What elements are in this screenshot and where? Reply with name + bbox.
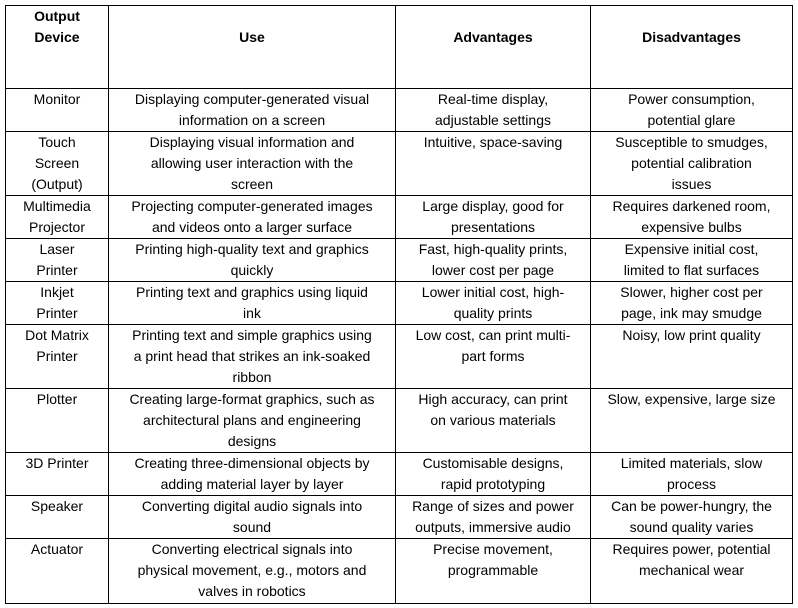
table-row [6, 496, 793, 539]
table-row [6, 239, 793, 282]
table-row [6, 389, 793, 453]
cell-advantages: Real-time display, adjustable settings [396, 89, 591, 132]
header-output-device: Output Device [6, 6, 109, 89]
header-row [6, 6, 793, 89]
header-use: Use [109, 6, 396, 89]
table-row [6, 89, 793, 132]
cell-use: Converting electrical signals into physical movement, e.g., motors and valves in robotics [109, 539, 396, 604]
cell-use: Creating three-dimensional objects by adding material layer by layer [109, 453, 396, 496]
cell-advantages: Range of sizes and power outputs, immersive audio [396, 496, 591, 539]
cell-disadvantages: Requires power, potential mechanical wear [591, 539, 793, 604]
cell-disadvantages: Noisy, low print quality [591, 325, 793, 389]
cell-advantages: Low cost, can print multi- part forms [396, 325, 591, 389]
cell-advantages: Large display, good for presentations [396, 196, 591, 239]
header-disadvantages: Disadvantages [591, 6, 793, 89]
table-row [6, 539, 793, 604]
cell-advantages: Fast, high-quality prints, lower cost per page [396, 239, 591, 282]
table-row [6, 196, 793, 239]
header-advantages: Advantages [396, 6, 591, 89]
cell-device: Actuator [6, 539, 109, 604]
table-row [6, 325, 793, 389]
table-row [6, 282, 793, 325]
cell-device: Speaker [6, 496, 109, 539]
cell-use: Printing high-quality text and graphics quickly [109, 239, 396, 282]
cell-disadvantages: Limited materials, slow process [591, 453, 793, 496]
cell-device: Monitor [6, 89, 109, 132]
table-row [6, 132, 793, 196]
cell-disadvantages: Expensive initial cost, limited to flat surfaces [591, 239, 793, 282]
cell-device: 3D Printer [6, 453, 109, 496]
cell-advantages: Intuitive, space-saving [396, 132, 591, 196]
cell-use: Displaying computer-generated visual information on a screen [109, 89, 396, 132]
cell-advantages: Lower initial cost, high- quality prints [396, 282, 591, 325]
cell-use: Printing text and simple graphics using a print head that strikes an ink-soaked ribbon [109, 325, 396, 389]
cell-device: Plotter [6, 389, 109, 453]
cell-use: Printing text and graphics using liquid ink [109, 282, 396, 325]
cell-disadvantages: Slow, expensive, large size [591, 389, 793, 453]
cell-advantages: Precise movement, programmable [396, 539, 591, 604]
cell-device: Inkjet Printer [6, 282, 109, 325]
cell-disadvantages: Susceptible to smudges, potential calibration issues [591, 132, 793, 196]
cell-advantages: Customisable designs, rapid prototyping [396, 453, 591, 496]
cell-disadvantages: Power consumption, potential glare [591, 89, 793, 132]
cell-use: Projecting computer-generated images and videos onto a larger surface [109, 196, 396, 239]
cell-disadvantages: Slower, higher cost per page, ink may smudge [591, 282, 793, 325]
cell-device: Multimedia Projector [6, 196, 109, 239]
cell-device: Laser Printer [6, 239, 109, 282]
cell-device: Touch Screen (Output) [6, 132, 109, 196]
output-devices-table [5, 5, 793, 604]
cell-device: Dot Matrix Printer [6, 325, 109, 389]
table-row [6, 453, 793, 496]
cell-use: Converting digital audio signals into sound [109, 496, 396, 539]
cell-advantages: High accuracy, can print on various materials [396, 389, 591, 453]
cell-disadvantages: Can be power-hungry, the sound quality varies [591, 496, 793, 539]
cell-use: Creating large-format graphics, such as architectural plans and engineering designs [109, 389, 396, 453]
cell-use: Displaying visual information and allowing user interaction with the screen [109, 132, 396, 196]
cell-disadvantages: Requires darkened room, expensive bulbs [591, 196, 793, 239]
